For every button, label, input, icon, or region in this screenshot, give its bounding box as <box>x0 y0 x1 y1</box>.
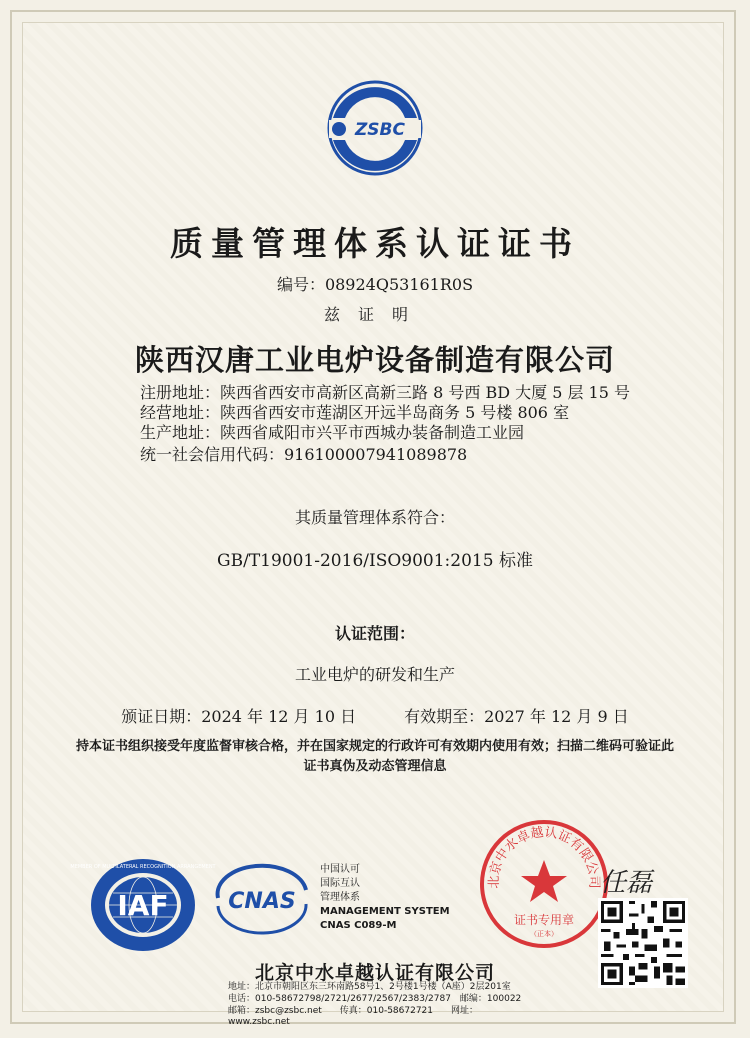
conform-text: 其质量管理体系符合： <box>294 508 455 527</box>
logo-text: ZSBC <box>354 120 406 140</box>
seal-ring-text: 北京中水卓越认证有限公司 <box>486 825 602 889</box>
zsbc-logo <box>325 78 425 178</box>
issuer-name: 北京中水卓越认证有限公司 <box>254 962 495 984</box>
production-address: 生产地址：陕西省咸阳市兴平市西城办装备制造工业园 <box>140 423 525 442</box>
official-seal <box>478 818 610 950</box>
certify-text: 兹证明 <box>323 305 426 324</box>
standard-text: GB/T19001-2016/ISO9001:2015 标准 <box>217 551 533 571</box>
registered-address: 注册地址：陕西省西安市高新区高新三路 8 号西 BD 大厦 5 层 15 号 <box>140 383 630 402</box>
issuer-phone: 电话：010-58672798/2721/2677/2567/2383/2787 邮编：100022 <box>228 994 522 1004</box>
qr-code[interactable] <box>598 898 688 988</box>
seal-sub-text: （正本） <box>530 930 558 938</box>
scope-text: 工业电炉的研发和生产 <box>294 665 455 684</box>
issuer-email-web: 邮箱：zsbc@zsbc.net 传真：010-58672721 网址：www.zsbc.net <box>228 1006 479 1027</box>
iaf-ring-text: MEMBER OF MULTILATERAL RECOGNITION ARRANGEMENT <box>70 864 216 870</box>
cnas-line-2: 国际互认 <box>320 878 360 889</box>
business-address: 经营地址：陕西省西安市莲湖区开远半岛商务 5 号楼 806 室 <box>140 403 570 422</box>
validity-dates: 颁证日期：2024 年 12 月 10 日 有效期至：2027 年 12 月 9 日 <box>121 707 629 726</box>
cnas-line-4: MANAGEMENT SYSTEM <box>320 906 450 917</box>
cnas-logo <box>212 866 312 930</box>
credit-code: 统一社会信用代码：916100007941089878 <box>140 445 468 464</box>
company-name: 陕西汉唐工业电炉设备制造有限公司 <box>134 343 615 377</box>
certificate-title: 质量管理体系认证证书 <box>170 224 580 263</box>
cnas-logo-text: CNAS <box>228 889 296 914</box>
iaf-text: IAF <box>117 889 169 922</box>
cnas-line-5: CNAS C089-M <box>320 920 397 931</box>
cnas-line-3: 管理体系 <box>320 892 360 903</box>
iaf-logo <box>70 855 216 955</box>
validity-notice: 持本证书组织接受年度监督审核合格，并在国家规定的行政许可有效期内使用有效；扫描二维码可验证此证书真伪及动态管理信息 <box>75 739 674 774</box>
issuer-address: 地址：北京市朝阳区东三环南路58号1、2号楼1号楼（A座）2层201室 <box>228 982 511 992</box>
signature: 任磊 <box>600 868 653 898</box>
seal-center-text: 证书专用章 <box>513 913 575 927</box>
cnas-description <box>320 863 450 933</box>
cnas-line-1: 中国认可 <box>320 864 360 875</box>
scope-label: 认证范围： <box>334 624 415 643</box>
certificate-number: 编号：08924Q53161R0S <box>276 275 474 294</box>
